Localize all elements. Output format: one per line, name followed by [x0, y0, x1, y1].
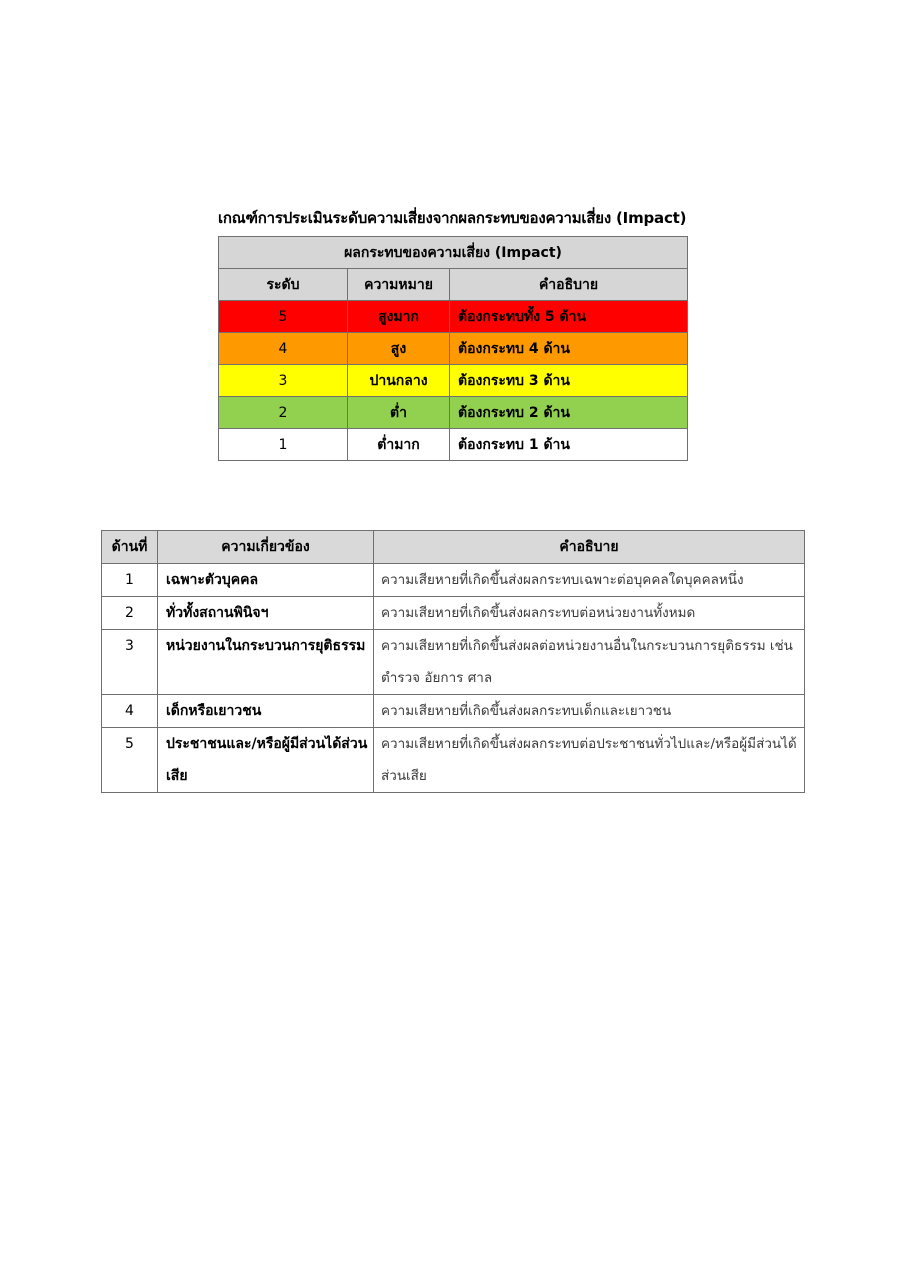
- aspect-row: [102, 630, 805, 695]
- aspect-table: [101, 530, 805, 793]
- impact-table: [218, 236, 688, 461]
- impact-meaning: ปานกลาง: [348, 365, 450, 397]
- impact-level: 3: [219, 365, 348, 397]
- impact-description: ต้องกระทบทั้ง 5 ด้าน: [450, 301, 688, 333]
- impact-level: 5: [219, 301, 348, 333]
- impact-header-row: [219, 269, 688, 301]
- impact-row-level-5: [219, 301, 688, 333]
- impact-level: 1: [219, 429, 348, 461]
- aspect-header-row: [102, 531, 805, 564]
- aspect-no: 3: [102, 630, 158, 695]
- impact-caption: เกณฑ์การประเมินระดับความเสี่ยงจากผลกระทบของความเสี่ยง (Impact): [218, 209, 687, 227]
- impact-meaning: สูง: [348, 333, 450, 365]
- aspect-description: ความเสียหายที่เกิดขึ้นส่งผลกระทบเด็กและเยาวชน: [374, 695, 805, 728]
- impact-row-level-4: [219, 333, 688, 365]
- aspect-relation: เด็กหรือเยาวชน: [158, 695, 374, 728]
- impact-description: ต้องกระทบ 2 ด้าน: [450, 397, 688, 429]
- impact-meaning: ต่ำมาก: [348, 429, 450, 461]
- aspect-description: ความเสียหายที่เกิดขึ้นส่งผลกระทบเฉพาะต่อบุคคลใดบุคคลหนึ่ง: [374, 564, 805, 597]
- aspect-no: 2: [102, 597, 158, 630]
- column-header-relation: ความเกี่ยวข้อง: [158, 531, 374, 564]
- column-header-aspect-no: ด้านที่: [102, 531, 158, 564]
- impact-description: ต้องกระทบ 3 ด้าน: [450, 365, 688, 397]
- impact-table-title: ผลกระทบของความเสี่ยง (Impact): [219, 237, 688, 269]
- aspect-row: [102, 597, 805, 630]
- impact-meaning: ต่ำ: [348, 397, 450, 429]
- aspect-row: [102, 728, 805, 793]
- column-header-meaning: ความหมาย: [348, 269, 450, 301]
- column-header-description: คำอธิบาย: [450, 269, 688, 301]
- aspect-no: 5: [102, 728, 158, 793]
- aspect-relation: ทั่วทั้งสถานพินิจฯ: [158, 597, 374, 630]
- aspect-no: 1: [102, 564, 158, 597]
- column-header-level: ระดับ: [219, 269, 348, 301]
- aspect-relation: เฉพาะตัวบุคคล: [158, 564, 374, 597]
- aspect-row: [102, 564, 805, 597]
- aspect-description: ความเสียหายที่เกิดขึ้นส่งผลกระทบต่อหน่วยงานทั้งหมด: [374, 597, 805, 630]
- impact-description: ต้องกระทบ 4 ด้าน: [450, 333, 688, 365]
- impact-row-level-3: [219, 365, 688, 397]
- impact-level: 2: [219, 397, 348, 429]
- aspect-relation: ประชาชนและ/หรือผู้มีส่วนได้ส่วนเสีย: [158, 728, 374, 793]
- impact-title-row: [219, 237, 688, 269]
- impact-row-level-1: [219, 429, 688, 461]
- impact-meaning: สูงมาก: [348, 301, 450, 333]
- aspect-relation: หน่วยงานในกระบวนการยุติธรรม: [158, 630, 374, 695]
- impact-level: 4: [219, 333, 348, 365]
- aspect-description: ความเสียหายที่เกิดขึ้นส่งผลกระทบต่อประชาชนทั่วไปและ/หรือผู้มีส่วนได้ส่วนเสีย: [374, 728, 805, 793]
- impact-row-level-2: [219, 397, 688, 429]
- impact-description: ต้องกระทบ 1 ด้าน: [450, 429, 688, 461]
- column-header-aspect-description: คำอธิบาย: [374, 531, 805, 564]
- aspect-no: 4: [102, 695, 158, 728]
- aspect-description: ความเสียหายที่เกิดขึ้นส่งผลต่อหน่วยงานอื่นในกระบวนการยุติธรรม เช่น ตำรวจ อัยการ ศาล: [374, 630, 805, 695]
- aspect-row: [102, 695, 805, 728]
